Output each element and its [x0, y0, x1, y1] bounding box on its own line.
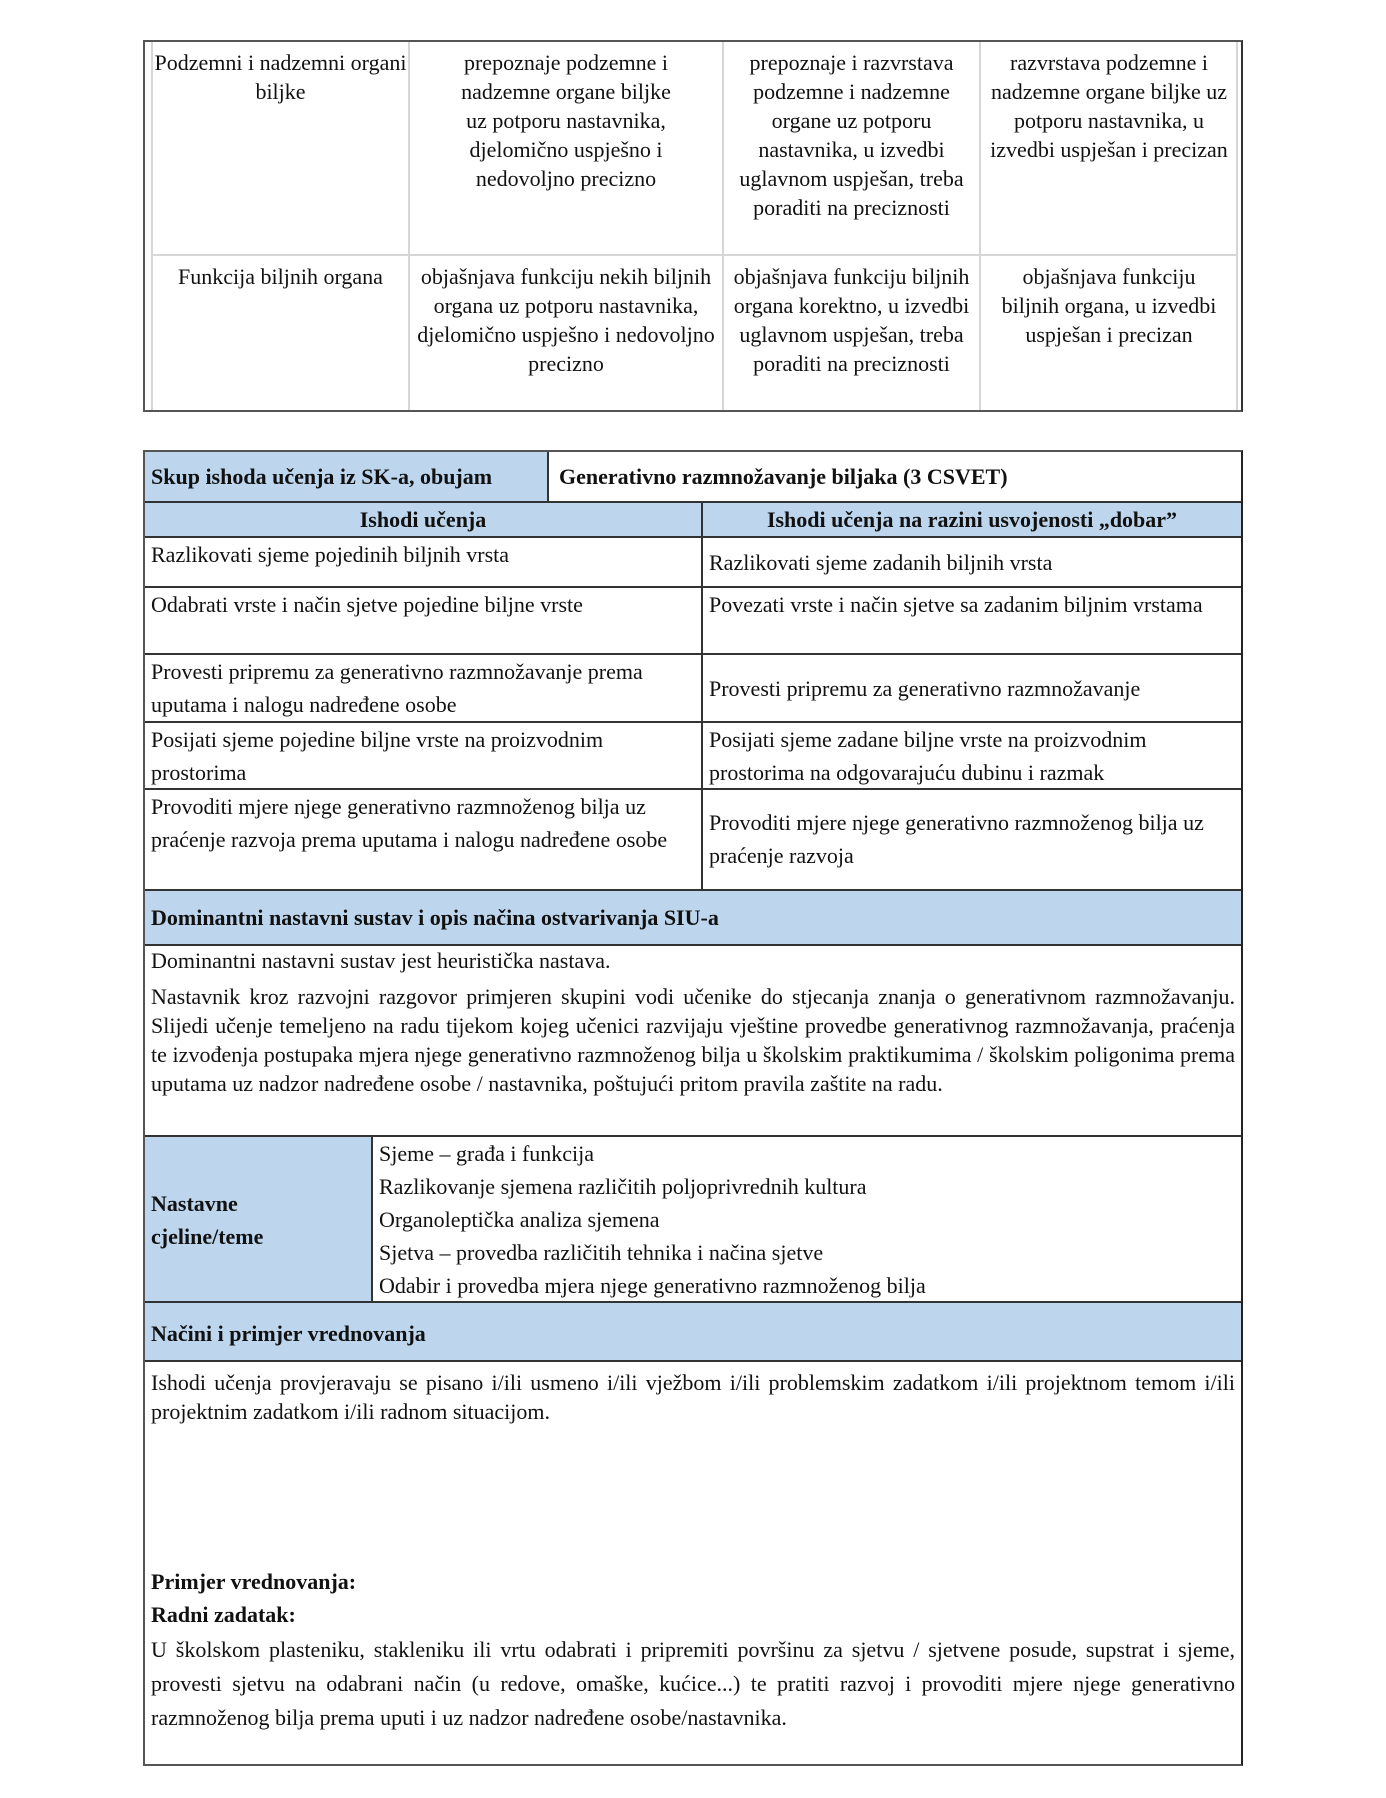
outcome-good-text: Povezati vrste i način sjetve sa zadanim biljnim vrstama	[709, 592, 1203, 617]
outcome-text: Provesti pripremu za generativno razmnožavanje prema uputama i nalogu nadređene osobe	[151, 659, 643, 717]
outcome-row	[145, 723, 1241, 790]
outcome-row	[145, 655, 1241, 723]
teaching-system-body-row	[145, 946, 1241, 1137]
rubric-row-element: Funkcija biljnih organa	[178, 264, 383, 289]
units-label: Nastavne cjeline/teme	[151, 1191, 264, 1249]
task-text: U školskom plasteniku, stakleniku ili vrtu odabrati i pripremiti površinu za sjetvu / sjetvene posude, supstrat i sjeme, provesti sjetvu na odabrani način (u redove, omaške, kućice...) te pratiti razvoj i provoditi mjere njege generativno razmnoženog bilja prema uputi i uz nadzor nadređene osobe/nastavnika.	[151, 1637, 1235, 1730]
rubric-cell-level-1: prepoznaje podzemne i nadzemne organe biljke uz potporu nastavnika, djelomično uspješno i nedovoljno precizno	[461, 50, 671, 191]
divider	[701, 538, 703, 586]
outcome-text: Razlikovati sjeme pojedinih biljnih vrsta	[151, 542, 510, 567]
evaluation-body	[145, 1362, 1241, 1764]
outcome-good-text: Razlikovati sjeme zadanih biljnih vrsta	[709, 550, 1053, 575]
units-list	[379, 1137, 1235, 1302]
outcome-text: Posijati sjeme pojedine biljne vrste na proizvodnim prostorima	[151, 727, 604, 785]
rubric-table	[143, 40, 1243, 412]
outcome-text: Provoditi mjere njege generativno razmnoženog bilja uz praćenje razvoja prema uputama i nalogu nadređene osobe	[151, 794, 668, 852]
divider	[371, 1137, 373, 1301]
outcome-row	[145, 538, 1241, 588]
set-header-row	[145, 452, 1241, 503]
outcome-good-text: Posijati sjeme zadane biljne vrste na proizvodnim prostorima na odgovarajuću dubinu i razmak	[709, 727, 1147, 785]
teaching-system-heading: Dominantni nastavni sustav i opis načina ostvarivanja SIU-a	[151, 905, 719, 930]
unit-item: Sjetva – provedba različitih tehnika i načina sjetve	[379, 1240, 824, 1265]
outcome-set-table	[143, 450, 1243, 1766]
teaching-system-paragraph: Nastavnik kroz razvojni razgovor primjeren skupini vodi učenike do stjecanja znanja o generativnom razmnožavanju. Slijedi učenje temeljeno na radu tijekom kojeg učenici razvijaju vještine provedbe generativnog razmnožavanja, praćenja te izvođenja postupaka mjera njege generativno razmnoženog bilja u školskim praktikumima / školskim poligonima prema uputama uz nadzor nadređene osobe / nastavnika, poštujući pritom pravila zaštite na radu.	[151, 984, 1235, 1096]
divider	[701, 790, 703, 889]
unit-item: Odabir i provedba mjera njege generativno razmnoženog bilja	[379, 1273, 926, 1298]
teaching-system-line1: Dominantni nastavni sustav jest heuristička nastava.	[151, 948, 611, 973]
teaching-system-heading-row	[145, 891, 1241, 946]
rubric-cell-level-2: prepoznaje i razvrstava podzemne i nadzemne organe uz potporu nastavnika, u izvedbi uglavnom uspješan, treba poraditi na preciznosti	[739, 50, 964, 220]
outcome-row	[145, 588, 1241, 655]
outcome-text: Odabrati vrste i način sjetve pojedine biljne vrste	[151, 592, 583, 617]
unit-item: Razlikovanje sjemena različitih poljoprivrednih kultura	[379, 1174, 867, 1199]
rubric-cell-level-2: objašnjava funkciju biljnih organa korektno, u izvedbi uglavnom uspješan, treba poraditi na preciznosti	[733, 264, 970, 376]
set-label: Skup ishoda učenja iz SK-a, obujam	[151, 464, 493, 489]
column-header-good-level: Ishodi učenja na razini usvojenosti „dobar”	[766, 507, 1178, 532]
task-heading: Radni zadatak:	[151, 1602, 296, 1627]
divider	[547, 452, 549, 501]
column-header-outcomes: Ishodi učenja	[359, 507, 487, 532]
divider	[701, 588, 703, 653]
example-heading: Primjer vrednovanja:	[151, 1569, 357, 1594]
rubric-cell-level-3: razvrstava podzemne i nadzemne organe biljke uz potporu nastavnika, u izvedbi uspješan i precizan	[990, 50, 1228, 162]
unit-item: Sjeme – građa i funkcija	[379, 1141, 595, 1166]
set-value: Generativno razmnožavanje biljaka (3 CSVET)	[559, 464, 1008, 489]
outcome-good-text: Provoditi mjere njege generativno razmnoženog bilja uz praćenje razvoja	[709, 810, 1204, 868]
unit-item: Organoleptička analiza sjemena	[379, 1207, 660, 1232]
evaluation-heading: Načini i primjer vrednovanja	[151, 1321, 426, 1346]
rubric-cell-level-1: objašnjava funkciju nekih biljnih organa uz potporu nastavnika, djelomično uspješno i nedovoljno precizno	[417, 264, 715, 376]
units-row	[145, 1137, 1241, 1303]
divider	[701, 655, 703, 721]
column-header-row	[145, 503, 1241, 538]
evaluation-text: Ishodi učenja provjeravaju se pisano i/ili usmeno i/ili vježbom i/ili problemskim zadatkom i/ili projektnom temom i/ili projektnim zadatkom i/ili radnom situacijom.	[151, 1370, 1235, 1424]
outcome-good-text: Provesti pripremu za generativno razmnožavanje	[709, 676, 1141, 701]
divider	[701, 723, 703, 788]
rubric-row-element: Podzemni i nadzemni organi biljke	[154, 50, 407, 104]
rubric-cell-level-3: objašnjava funkciju biljnih organa, u izvedbi uspješan i precizan	[1001, 264, 1217, 347]
evaluation-heading-row	[145, 1303, 1241, 1362]
outcome-row	[145, 790, 1241, 891]
